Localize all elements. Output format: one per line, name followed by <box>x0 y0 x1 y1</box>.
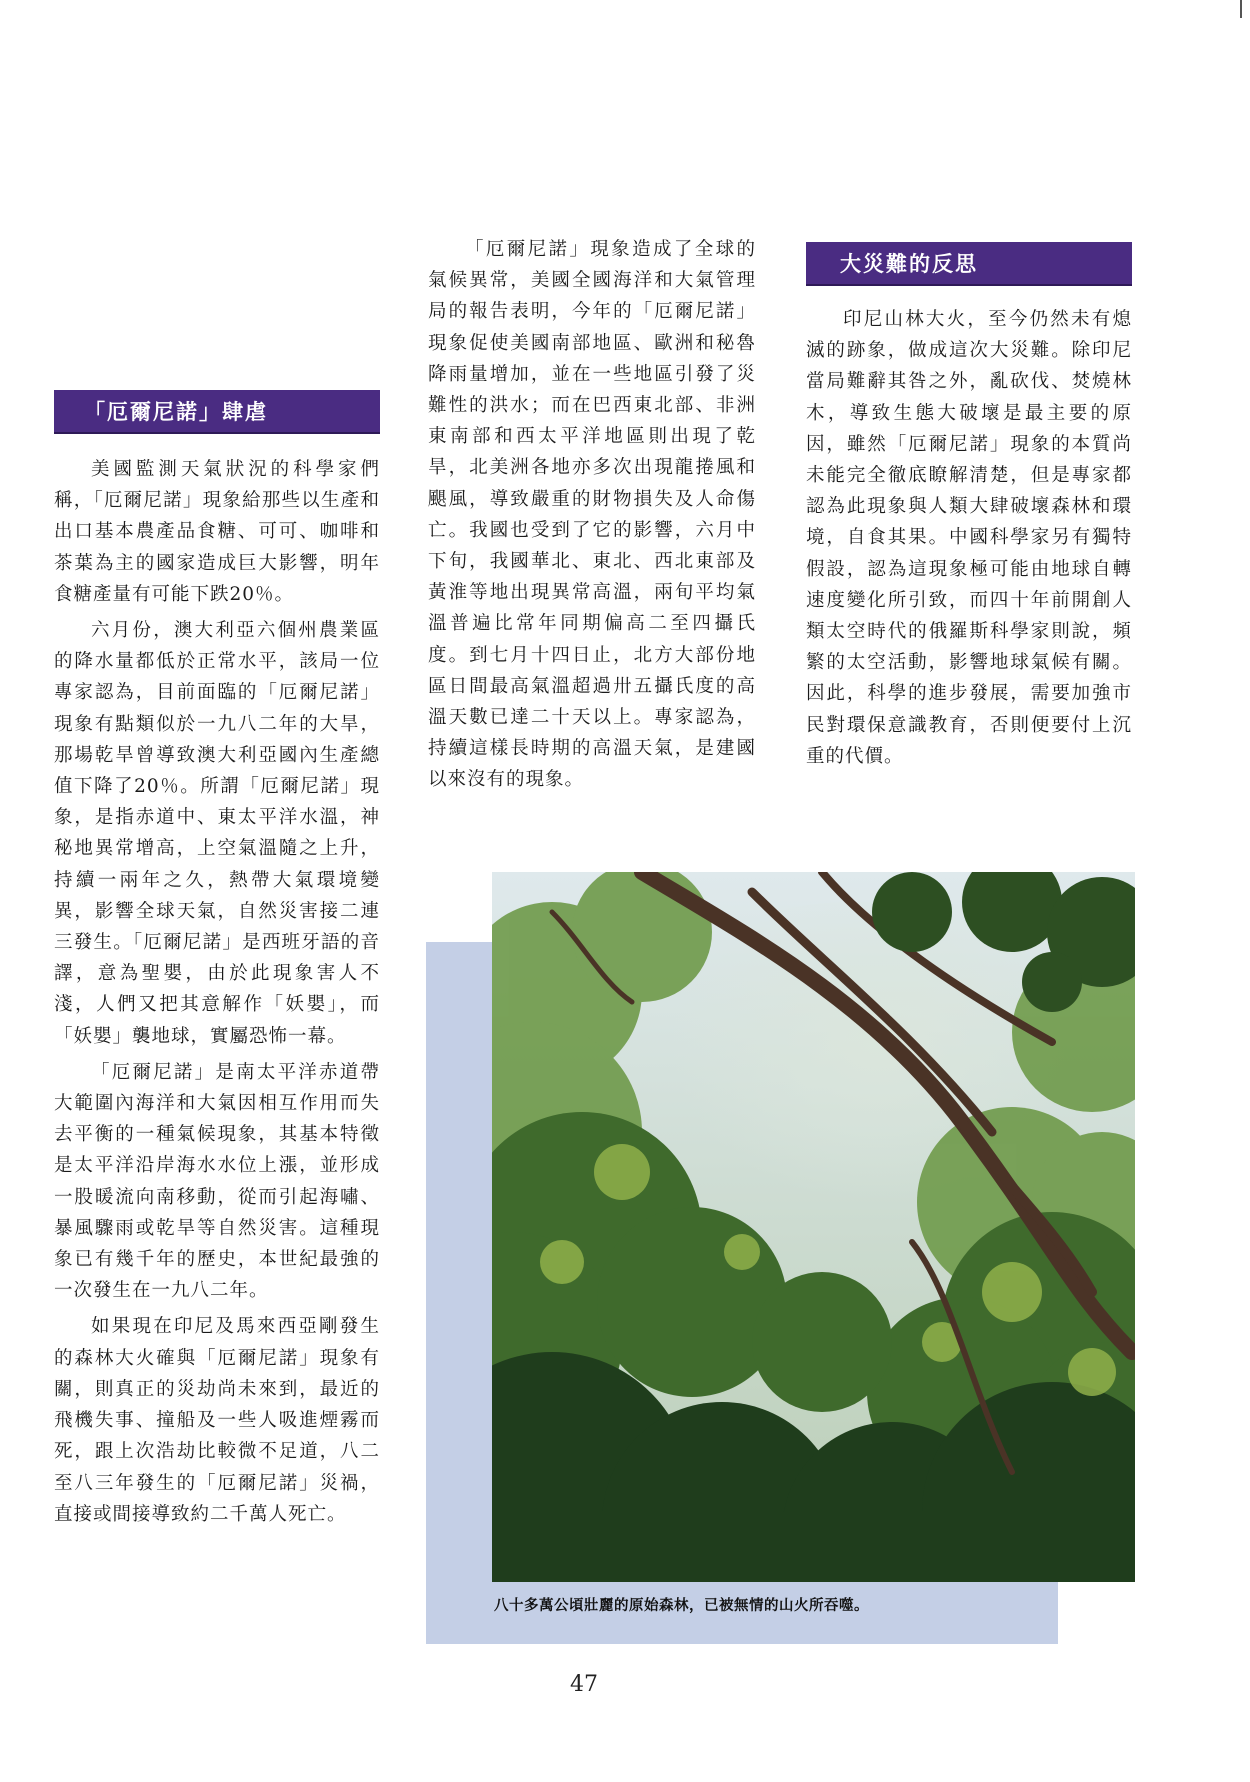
forest-illustration <box>492 872 1135 1582</box>
photo-caption: 八十多萬公頃壯麗的原始森林，已被無情的山火所吞噬。 <box>494 1598 869 1614</box>
scan-corner-mark <box>1240 0 1242 18</box>
section-heading-el-nino <box>54 390 380 432</box>
left-text-column <box>54 454 380 1535</box>
paragraph: 六月份，澳大利亞六個州農業區的降水量都低於正常水平，該局一位專家認為，目前面臨的「厄爾尼諾」現象有點類似於一九八二年的大旱，那場乾旱曾導致澳大利亞國內生產總值下降了20％。所謂「厄爾尼諾」現象，是指赤道中、東太平洋水溫，神秘地異常增高，上空氣溫隨之上升，持續一兩年之久，熱帶大氣環境變異，影響全球天氣，自然災害接二連三發生。「厄爾尼諾」是西班牙語的音譯，意為聖嬰，由於此現象害人不淺，人們又把其意解作「妖嬰」，而「妖嬰」襲地球，實屬恐怖一幕。 <box>54 620 380 1047</box>
section-heading-reflection-text: 大災難的反思 <box>840 252 978 276</box>
paragraph: 如果現在印尼及馬來西亞剛發生的森林大火確與「厄爾尼諾」現象有關，則真正的災劫尚未來到，最近的飛機失事、撞船及一些人吸進煙霧而死，跟上次浩劫比較微不足道，八二至八三年發生的「厄爾尼諾」災禍，直接或間接導致約二千萬人死亡。 <box>54 1316 380 1525</box>
section-heading-el-nino-text: 「厄爾尼諾」肆虐 <box>84 400 268 424</box>
page-number: 47 <box>570 1672 598 1697</box>
section-heading-reflection <box>806 242 1132 284</box>
middle-text-column <box>428 234 756 801</box>
right-text-column <box>806 304 1132 777</box>
paragraph: 「厄爾尼諾」是南太平洋赤道帶大範圍內海洋和大氣因相互作用而失去平衡的一種氣候現象，其基本特徵是太平洋沿岸海水水位上漲，並形成一股暖流向南移動，從而引起海嘯、暴風驟雨或乾旱等自然災害。這種現象已有幾千年的歷史，本世紀最強的一次發生在一九八二年。 <box>54 1061 380 1302</box>
paragraph: 美國監測天氣狀況的科學家們稱，「厄爾尼諾」現象給那些以生產和出口基本農產品食糖、可可、咖啡和茶葉為主的國家造成巨大影響，明年食糖產量有可能下跌20％。 <box>54 459 380 605</box>
paragraph: 印尼山林大火，至今仍然未有熄滅的跡象，做成這次大災難。除印尼當局難辭其咎之外，亂砍伐、焚燒林木，導致生態大破壞是最主要的原因，雖然「厄爾尼諾」現象的本質尚未能完全徹底瞭解清楚，但是專家都認為此現象與人類大肆破壞森林和環境，自食其果。中國科學家另有獨特假設，認為這現象極可能由地球自轉速度變化所引致，而四十年前開創人類太空時代的俄羅斯科學家則說，頻繁的太空活動，影響地球氣候有關。因此，科學的進步發展，需要加強市民對環保意識教育，否則便要付上沉重的代價。 <box>806 309 1132 767</box>
forest-photo <box>492 872 1135 1582</box>
paragraph: 「厄爾尼諾」現象造成了全球的氣候異常，美國全國海洋和大氣管理局的報告表明，今年的「厄爾尼諾」現象促使美國南部地區、歐洲和秘魯降雨量增加，並在一些地區引發了災難性的洪水；而在巴西東北部、非洲東南部和西太平洋地區則出現了乾旱，北美洲各地亦多次出現龍捲風和颶風，導致嚴重的財物損失及人命傷亡。我國也受到了它的影響，六月中下旬，我國華北、東北、西北東部及黃淮等地出現異常高溫，兩旬平均氣溫普遍比常年同期偏高二至四攝氏度。到七月十四日止，北方大部份地區日間最高氣溫超過卅五攝氏度的高溫天數已達二十天以上。專家認為，持續這樣長時期的高溫天氣，是建國以來沒有的現象。 <box>428 239 756 791</box>
